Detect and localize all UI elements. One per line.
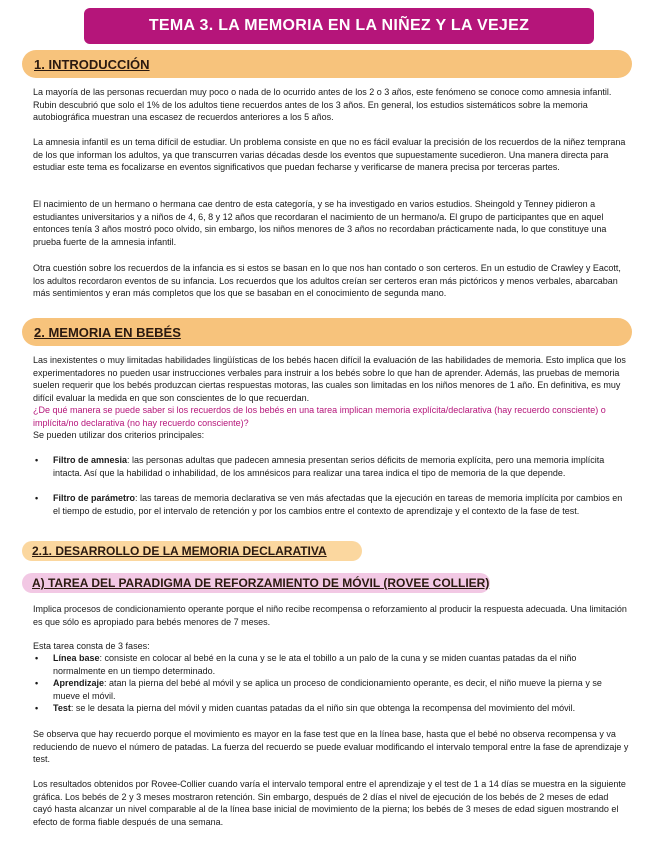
list-item-filtro-amnesia bbox=[33, 454, 629, 479]
bullet-text: : atan la pierna del bebé al móvil y se aplica un proceso de condicionamiento operante, es decir, el niño mueve la pierna y se mueve el móvil. bbox=[53, 678, 602, 701]
movil-paragraph-3: Los resultados obtenidos por Rovee-Collier cuando varía el intervalo temporal entre el aprendizaje y el test de 1 a 14 días se muestra en la siguiente gráfica. Los bebés de 2 y 3 meses mostraron retención. Sin embargo, después de 2 días el nivel de ejecución de los bebés de 2 meses de edad cayó hasta alcanzar un nivel comparable al de la línea base inicial de movimiento de la pierna; los bebés de 3 meses de edad siguen mostrando el efecto de forma fiable después de una semana. bbox=[33, 779, 626, 827]
list-item-linea-base bbox=[33, 652, 629, 677]
list-item-test bbox=[33, 702, 629, 715]
intro-paragraph-4: Otra cuestión sobre los recuerdos de la infancia es si estos se basan en lo que nos han contado o son certeros. En un estudio de Crawley y Eacott, los adultos recordaron eventos de su infancia. Los recuerdos que los adultos creían ser certeros eran más pictóricos y menos verbales, abarcaban más sentimientos y eran más completos que los que se basaban en el conocimiento de segunda mano. bbox=[33, 263, 621, 298]
page-title: TEMA 3. LA MEMORIA EN LA NIÑEZ Y LA VEJEZ bbox=[84, 8, 594, 44]
section-heading-text: 1. INTRODUCCIÓN bbox=[34, 56, 150, 72]
bullet-icon: • bbox=[35, 653, 39, 663]
section-heading-introduccion bbox=[22, 50, 632, 78]
list-item-filtro-parametro bbox=[33, 492, 629, 517]
section-heading-memoria-bebes bbox=[22, 318, 632, 346]
phases-intro: Esta tarea consta de 3 fases: bbox=[33, 641, 150, 651]
bullet-term: Aprendizaje bbox=[53, 678, 105, 688]
bullet-text: : consiste en colocar al bebé en la cuna y se le ata el tobillo a un palo de la cuna y se miden cuantas patadas da el niño normalmente en un tiempo determinado. bbox=[53, 653, 577, 676]
bullet-text: : las personas adultas que padecen amnesia presentan serios déficits de memoria explícita, pero una memoria implícita intacta. Así que la habilidad o inhabilidad, de los amnésicos para realizar una tarea indica el tipo de memoria de la que depende. bbox=[53, 455, 605, 478]
criteria-intro: Se pueden utilizar dos criterios principales: bbox=[33, 430, 205, 440]
bullet-text: : las tareas de memoria declarativa se ven más afectadas que la ejecución en tareas de memoria implícita por cambios en el tiempo de estudio, por el intervalo de retención y por los cambios entre el contexto de aprendizaje y el contexto de la fase de test. bbox=[53, 493, 623, 516]
subsection-heading-movil bbox=[22, 573, 490, 593]
bullet-text: : se le desata la pierna del móvil y miden cuantas patadas da el niño sin que obtenga la recompensa del movimiento del móvil. bbox=[70, 703, 576, 713]
subsection-heading-declarativa bbox=[22, 541, 362, 561]
bullet-term: Test bbox=[53, 703, 71, 713]
intro-paragraph-2: La amnesia infantil es un tema difícil de estudiar. Un problema consiste en que no es fácil evaluar la precisión de los recuerdos de la niñez temprana de los que informan los adultos, ya que transcurren varias décadas desde los eventos que supuestamente sucedieron. Una manera directa para estudiar este tema es focalizarse en eventos significativos que puedan fecharse y verificarse de manera precisa por terceras partes. bbox=[33, 137, 626, 172]
subsection-heading-text: 2.1. DESARROLLO DE LA MEMORIA DECLARATIVA bbox=[32, 544, 327, 558]
subsection-heading-text: A) TAREA DEL PARADIGMA DE REFORZAMIENTO DE MÓVIL (ROVEE COLLIER) bbox=[32, 576, 490, 590]
movil-paragraph-2: Se observa que hay recuerdo porque el movimiento es mayor en la fase test que en la línea base, hasta que el bebé no observa recompensa y va reduciendo de nuevo el número de patadas. La fuerza del recuerdo se puede evaluar modificando el intervalo temporal entre la fase de aprendizaje y test. bbox=[33, 729, 629, 764]
bullet-icon: • bbox=[35, 493, 39, 503]
intro-paragraph-3: El nacimiento de un hermano o hermana cae dentro de esta categoría, y se ha investigado en varios estudios. Sheingold y Tenney pidieron a estudiantes universitarios y a niños de 4, 6, 8 y 12 años que recordaran el nacimiento de un hermano/a. El grupo de participantes que en aquel entonces tenía 3 años mostró poco olvido, sin embargo, los niños menores de 3 años no recordaban prácticamente nada, lo que constituye una prueba fuerte de la amnesia infantil. bbox=[33, 199, 607, 247]
bebes-question: ¿De qué manera se puede saber si los recuerdos de los bebés en una tarea implican memoria explícita/declarativa (hay recuerdo consciente) o implícita/no declarativa (no hay recuerdo consciente)? bbox=[33, 405, 606, 428]
bebes-paragraph-1: Las inexistentes o muy limitadas habilidades lingüísticas de los bebés hacen difícil la evaluación de las habilidades de memoria. Esto implica que los experimentadores no pueden usar instrucciones verbales para instruir a los bebés sobre lo que han de aprender. Además, las pruebas de memoria suelen requerir que los bebés produzcan ciertas respuestas motoras, las cuales son limitadas en los niños menores de 1 año. En definitiva, es muy difícil evaluar la medida en que son conscientes de lo que recuerdan. bbox=[33, 355, 626, 403]
section-heading-text: 2. MEMORIA EN BEBÉS bbox=[34, 324, 181, 340]
list-item-aprendizaje bbox=[33, 677, 629, 702]
bullet-icon: • bbox=[35, 678, 39, 688]
bullet-term: Filtro de amnesia bbox=[53, 455, 128, 465]
bullet-icon: • bbox=[35, 455, 39, 465]
bullet-term: Línea base bbox=[53, 653, 100, 663]
movil-paragraph-1: Implica procesos de condicionamiento operante porque el niño recibe recompensa o reforzamiento al producir la respuesta adecuada. Una limitación es que sólo es apropiado para bebés menores de 7 meses. bbox=[33, 604, 627, 627]
bullet-term: Filtro de parámetro bbox=[53, 493, 136, 503]
bullet-icon: • bbox=[35, 703, 39, 713]
intro-paragraph-1: La mayoría de las personas recuerdan muy poco o nada de lo ocurrido antes de los 2 o 3 años, este fenómeno se conoce como amnesia infantil. Rubin descubrió que solo el 1% de los adultos tiene recuerdos antes de los 3 años. En general, los estudios sistemáticos sobre la memoria autobiográfica muestran una escasez de recuerdos anteriores a los 5 años. bbox=[33, 87, 612, 122]
